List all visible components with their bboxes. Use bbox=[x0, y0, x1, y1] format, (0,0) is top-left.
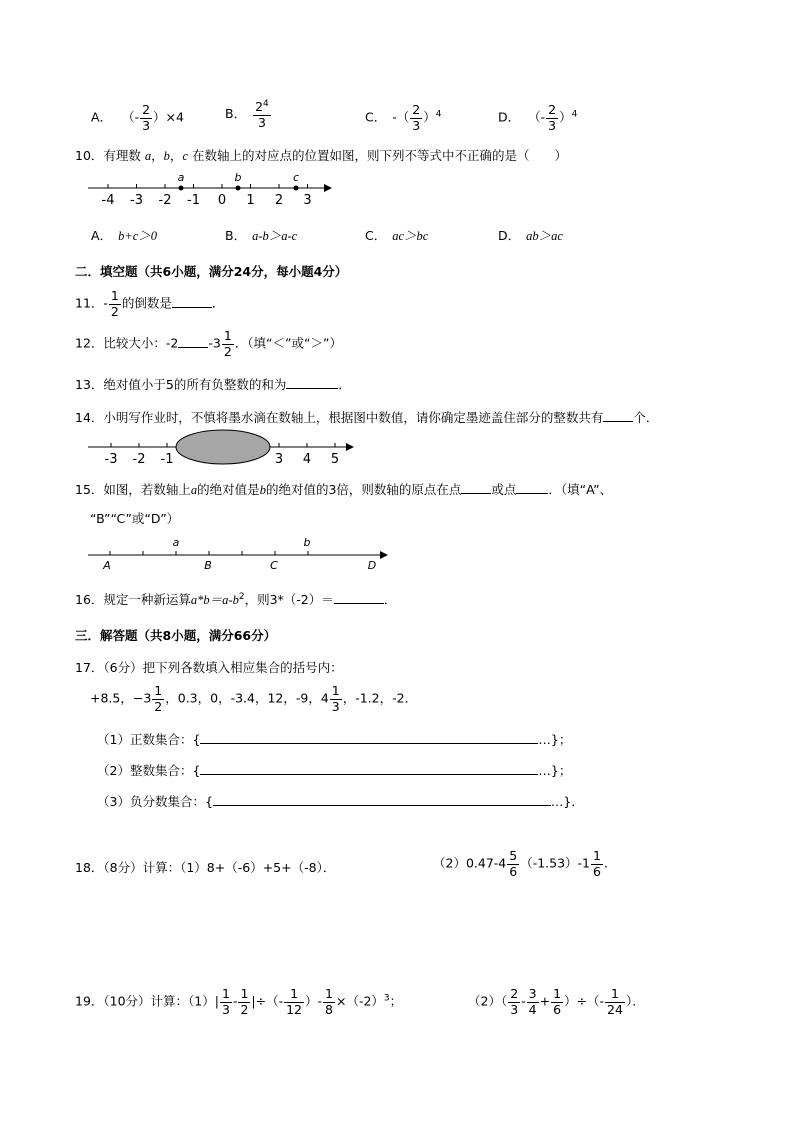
q15-label-b: b bbox=[303, 536, 311, 549]
q10-number-line bbox=[88, 168, 333, 208]
q10-stem: 10．有理数 a，b，c 在数轴上的对应点的位置如图，则下列不等式中不正确的是（ ） bbox=[75, 148, 567, 163]
q14-number-line bbox=[88, 427, 356, 467]
q17-stem: 17．（6分）把下列各数填入相应集合的括号内： bbox=[75, 660, 343, 675]
q14-axis-label: -1 bbox=[160, 452, 174, 467]
q10-point-c bbox=[294, 186, 299, 191]
q10-option-b: B． a-b＞a-c bbox=[225, 228, 298, 243]
q10-axis-label: 2 bbox=[274, 193, 284, 208]
q15-label-a: a bbox=[172, 536, 180, 549]
q19-part1: 19．（10分）计算：（1）| $\frac{1}{3}$ - $\frac{1}{2}$ |÷（- $\frac{1}{12}$ ）- $\frac{1}{8}$ $\times(-2)^3$； bbox=[75, 986, 403, 1017]
q10-label-b: b bbox=[234, 171, 242, 184]
q13: 13．绝对值小于5的所有负整数的和为 ． bbox=[75, 377, 351, 392]
q9-option-a: A． （- $\frac{2}{3}$ ）×4 bbox=[91, 102, 184, 133]
q19-part2: （2）（ $\frac{2}{3}$ - $\frac{3}{4}$ + $\frac{1}{6}$ ）÷（- $\frac{1}{24}$ ）． bbox=[468, 986, 645, 1017]
q10-axis-label: 3 bbox=[303, 193, 312, 208]
q9-option-b: B． $\frac{2^4}{3}$ bbox=[225, 99, 269, 130]
q10-point-a bbox=[179, 186, 184, 191]
q14-axis-label: 3 bbox=[274, 452, 284, 467]
q15-line2: “B”“C”或“D”） bbox=[90, 511, 180, 526]
q9-option-c: C． -（ $\frac{2}{3}$ ）$^4$ bbox=[365, 102, 442, 133]
q10-label-a: a bbox=[177, 171, 185, 184]
q10-option-a: A． b+c＞0 bbox=[91, 228, 158, 243]
q15-label-D: D bbox=[367, 559, 377, 572]
q10-axis-label: 0 bbox=[217, 193, 227, 208]
q15-label-C: C bbox=[270, 559, 278, 572]
q10-axis-label: -4 bbox=[101, 193, 115, 208]
q10-label-c: c bbox=[292, 171, 300, 184]
ink-blot bbox=[176, 430, 270, 464]
q10-axis-label: 1 bbox=[246, 193, 255, 208]
q14-axis-label: 5 bbox=[330, 452, 340, 467]
q14-axis-label: -2 bbox=[132, 452, 146, 467]
q12: 12．比较大小：-2 -3 $\frac{1}{2}$ ．（填“＜”或“＞”） bbox=[75, 328, 342, 359]
q15-line1: 15．如图，若数轴上a的绝对值是b的绝对值的3倍，则数轴的原点在点 或点 ．（填“A”、 bbox=[75, 482, 613, 497]
q14-axis-label: 4 bbox=[302, 452, 312, 467]
q14-axis-label: -3 bbox=[104, 452, 118, 467]
q18-part2: （2）0.47-4 $\frac{5}{6}$ （-1.53）-1 $\frac{1}{6}$ . bbox=[433, 848, 608, 879]
section3-title: 三．解答题（共8小题，满分66分） bbox=[75, 628, 277, 643]
q14: 14．小明写作业时，不慎将墨水滴在数轴上，根据图中数值，请你确定墨迹盖住部分的整数共有 个． bbox=[75, 410, 659, 425]
q9-option-d: D． （- $\frac{2}{3}$ ）$^4$ bbox=[498, 102, 578, 133]
q10-axis-label: -1 bbox=[187, 193, 200, 208]
q15-label-B: B bbox=[204, 559, 212, 572]
q17-set-negative-fraction: （3）负分数集合：{ …}． bbox=[97, 794, 584, 809]
q10-option-d: D． ab＞ac bbox=[498, 228, 563, 243]
q18-part1: 18．（8分）计算：（1）8+（-6）+5+（-8）． bbox=[75, 860, 336, 875]
q17-set-integer: （2）整数集合：{ …}； bbox=[97, 763, 572, 778]
q17-set-positive: （1）正数集合：{ …}； bbox=[97, 732, 572, 747]
q10-axis-label: -2 bbox=[158, 193, 172, 208]
q11: 11．- $\frac{1}{2}$ 的倒数是 ． bbox=[75, 288, 225, 319]
q10-axis-label: -3 bbox=[130, 193, 143, 208]
q16: 16．规定一种新运算$a*b=a-b^2$，则3*（-2）＝ ． bbox=[75, 591, 397, 607]
q10-option-c: C． ac＞bc bbox=[365, 228, 429, 243]
section2-title: 二．填空题（共6小题，满分24分，每小题4分） bbox=[75, 264, 348, 279]
q10-point-b bbox=[236, 186, 241, 191]
q17-numbers: +8.5，−3 $\frac{1}{2}$ ，0.3，0，-3.4，12，-9，4 $\frac{1}{3}$ ，-1.2，-2． bbox=[90, 683, 418, 714]
q15-label-A: A bbox=[103, 559, 111, 572]
q15-number-line bbox=[88, 533, 390, 573]
